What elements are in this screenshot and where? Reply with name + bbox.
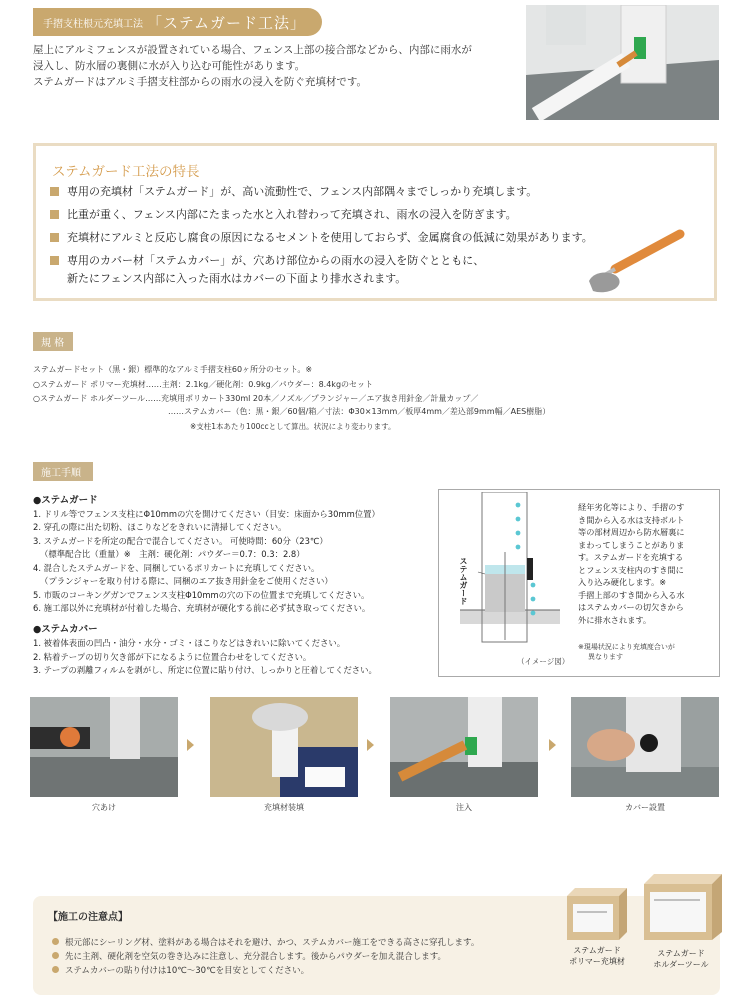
procedure-step: 3. ステムガードを所定の配合で混合してください。 可使時間：60分（23℃） — [33, 536, 328, 546]
step-photo-drilling — [30, 697, 178, 797]
diagram-text-line: 外に排水されます。 — [578, 614, 652, 625]
product-caption-line: ステムガード — [657, 949, 705, 958]
bullet-square-icon — [50, 210, 59, 219]
product-caption-line: ホルダーツール — [653, 960, 709, 969]
bullet-square-icon — [50, 233, 59, 242]
diagram-text-line: はステムカバーの切欠きから — [578, 602, 684, 612]
step-photo-loading — [210, 697, 358, 797]
injection-photo — [390, 697, 538, 797]
feature-text: 充填材にアルミと反応し腐食の原因になるセメントを使用しておらず、金属腐食の低減に効果があります。 — [67, 231, 593, 244]
product-box-holder — [640, 870, 726, 944]
step-arrow-icon — [367, 739, 374, 751]
notes-title: 【施工の注意点】 — [48, 912, 128, 923]
spec-line: ……ステムカバー（色：黒・銀／60個/箱／寸法：Φ30×13mm／板厚4mm／差込部9mm幅／AES樹脂） — [168, 407, 551, 416]
diagram-text-line: す。ステムガードを充填する — [578, 552, 684, 562]
procedure-step: 3. テープの剥離フィルムを剥がし、所定に位置に貼り付け、しっかりと圧着してください。 — [33, 665, 377, 675]
diagram-note-line: 異なります — [588, 653, 623, 661]
diagram-note — [578, 642, 675, 662]
bullet-dot-icon — [52, 952, 59, 959]
loading-photo — [210, 697, 358, 797]
note-item — [52, 951, 446, 964]
step-caption: カバー設置 — [625, 803, 665, 812]
diagram-text-line: き間から入る水は支持ボルト — [578, 514, 685, 525]
procedure-step: （プランジャーを取り付ける際に、同梱のエア抜き用針金をご使用ください） — [40, 576, 333, 586]
step-arrow-icon — [549, 739, 556, 751]
feature-text-cont: 新たにフェンス内部に入った雨水はカバーの下面より排水されます。 — [67, 272, 407, 285]
bullet-dot-icon — [52, 938, 59, 945]
intro-text — [33, 42, 513, 90]
diagram-vertical-label: ステムガード — [459, 557, 468, 605]
diagram-text-line: とフェンス支柱内のすき間に — [578, 564, 684, 575]
diagram-text-line: 等の部材周辺から防水層裏に — [578, 527, 685, 537]
note-text: 先に主剤、硬化剤を空気の巻き込みに注意し、充分混合します。後からパウダーを加え混合します。 — [65, 952, 447, 962]
product-caption-line: ポリマー充填材 — [569, 957, 625, 966]
procedure-step: 2. 穿孔の際に出た切粉、ほこりなどをきれいに清掃してください。 — [33, 522, 287, 532]
intro-line: 浸入し、防水層の裏側に水が入り込む可能性があります。 — [33, 60, 306, 72]
bullet-square-icon — [50, 256, 59, 265]
step-caption: 注入 — [456, 803, 472, 812]
diagram-text-line: 入り込み硬化します。※ — [578, 577, 667, 587]
title-tag-small: 手摺支柱根元充填工法 — [43, 18, 143, 30]
spec-line: ○ステムガード ホルダーツール……充填用ポリカート330ml 20本／ノズル／プランジャー／エア抜き用針金／計量カップ／ — [33, 394, 479, 403]
product-caption — [642, 948, 720, 970]
diagram-text-line: 手摺上部のすき間から入る水 — [578, 589, 685, 600]
bullet-dot-icon — [52, 966, 59, 973]
procedure-step: 2. 粘着テープの切り欠き部が下になるように位置合わせをしてください。 — [33, 652, 312, 662]
step-photo-injection — [390, 697, 538, 797]
procedure-step: 1. ドリル等でフェンス支柱にΦ10mmの穴を開けてください（目安：床面から30mm位置） — [33, 509, 380, 519]
step-photo-cover — [571, 697, 719, 797]
spec-line: ○ステムガード ポリマー充填材……主剤：2.1kg／硬化剤：0.9kg／パウダー：8.4kgのセット — [33, 380, 374, 389]
procedure-step: （標準配合比（重量）※ 主剤：硬化剤：パウダー＝0.7：0.3：2.8） — [40, 549, 305, 559]
step-caption: 穴あけ — [92, 803, 116, 812]
procedure-heading-stemcover: ●ステムカバー — [33, 624, 98, 635]
feature-item — [50, 182, 650, 202]
title-tag-main: 「ステムガード工法」 — [147, 13, 306, 32]
product-caption — [560, 945, 634, 967]
diagram-note-line: ※現場状況により充填度合いが — [578, 643, 675, 651]
procedure-step: 5. 市販のコーキングガンでフェンス支柱Φ10mmの穴の下の位置まで充填してください。 — [33, 590, 370, 600]
feature-text: 専用のカバー材「ステムカバー」が、穴あけ部位からの雨水の浸入を防ぐとともに、 — [67, 254, 485, 267]
hero-photo — [526, 5, 719, 120]
diagram-caption: （イメージ図） — [517, 657, 570, 666]
diagram-description — [578, 501, 720, 626]
step-caption: 充填材装填 — [264, 803, 304, 812]
features-title: ステムガード工法の特長 — [52, 164, 200, 180]
intro-line: ステムガードはアルミ手摺支柱部からの雨水の浸入を防ぐ充填材です。 — [33, 76, 368, 88]
feature-item — [50, 251, 650, 271]
step-arrow-icon — [187, 739, 194, 751]
spec-tag: 規 格 — [33, 332, 73, 351]
note-text: ステムカバーの貼り付けは10℃～30℃を目安としてください。 — [65, 966, 310, 976]
product-box-polymer — [561, 882, 631, 942]
diagram-text-line: 経年劣化等により、手摺のす — [578, 502, 685, 512]
caulking-nozzle-icon — [585, 229, 685, 299]
feature-text: 専用の充填材「ステムガード」が、高い流動性で、フェンス内部隅々までしっかり充填します。 — [67, 185, 538, 198]
procedure-tag: 施工手順 — [33, 462, 93, 481]
note-item — [52, 937, 479, 950]
feature-item — [50, 205, 650, 225]
procedure-step: 4. 混合したステムガードを、同梱しているポリカートに充填してください。 — [33, 563, 320, 573]
drilling-photo — [30, 697, 178, 797]
title-tag — [33, 8, 322, 36]
diagram-text-line: まわってしまうことがありま — [578, 539, 685, 550]
product-caption-line: ステムガード — [573, 946, 621, 955]
hero-photo-illustration — [526, 5, 719, 120]
feature-text: 比重が重く、フェンス内部にたまった水と入れ替わって充填され、雨水の浸入を防ぎます。 — [67, 208, 517, 221]
note-text: 根元部にシーリング材、塗料がある場合はそれを避け、かつ、ステムカバー施工をできる高さに穿孔します。 — [65, 938, 480, 948]
procedure-heading-stemguard: ●ステムガード — [33, 495, 98, 506]
cover-photo — [571, 697, 719, 797]
procedure-step: 6. 施工部以外に充填材が付着した場合、充填材が硬化する前に必ず拭き取ってください。 — [33, 603, 371, 613]
intro-line: 屋上にアルミフェンスが設置されている場合、フェンス上部の接合部などから、内部に雨水が — [33, 44, 472, 56]
note-item — [52, 965, 309, 978]
spec-footnote: ※支柱1本あたり100ccとして算出。状況により変わります。 — [190, 422, 396, 431]
spec-line: ステムガードセット（黒・銀）標準的なアルミ手摺支柱60ヶ所分のセット。※ — [33, 365, 313, 374]
procedure-step: 1. 被着体表面の凹凸・油分・水分・ゴミ・ほこりなどはきれいに除いてください。 — [33, 638, 346, 648]
bullet-square-icon — [50, 187, 59, 196]
